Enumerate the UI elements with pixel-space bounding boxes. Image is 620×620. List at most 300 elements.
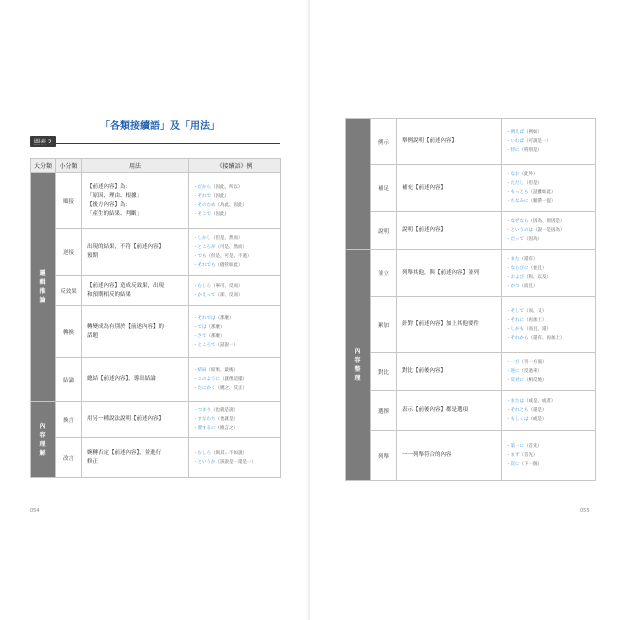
example-word: すなわち xyxy=(197,417,216,422)
example-gloss: （而且、還） xyxy=(524,326,551,332)
example-gloss: （說一是因為） xyxy=(533,228,565,233)
bullet-icon: ・ xyxy=(506,360,511,365)
example-item xyxy=(506,316,591,325)
example-item xyxy=(193,415,276,424)
example-word: ところが xyxy=(197,245,216,250)
examples-cell xyxy=(502,165,596,212)
example-item xyxy=(193,261,276,270)
example-item xyxy=(506,325,591,334)
example-gloss: （還是） xyxy=(528,408,547,413)
table-row xyxy=(346,119,596,165)
usage-line: 對比【前後內容】 xyxy=(402,368,447,374)
minor-category-cell: 順接 xyxy=(56,173,82,229)
example-word: また xyxy=(510,257,520,262)
bullet-icon: ・ xyxy=(193,254,198,259)
example-word: それで xyxy=(197,193,211,199)
bullet-icon: ・ xyxy=(193,292,198,298)
example-gloss: （還有、再加上） xyxy=(528,335,565,341)
major-category-cell xyxy=(31,402,56,478)
example-item xyxy=(506,188,591,197)
example-item xyxy=(193,314,276,323)
example-word: しかし xyxy=(197,236,211,241)
bullet-icon: ・ xyxy=(506,335,511,341)
usage-line: 【前述內容】造成反效果，出現 xyxy=(87,282,165,289)
example-word: というか xyxy=(197,459,216,465)
table-row xyxy=(31,229,281,276)
example-item xyxy=(506,307,591,316)
examples-cell xyxy=(502,391,596,431)
table-row xyxy=(346,212,596,250)
example-word: むしろ xyxy=(197,450,211,456)
usage-line: 「產生的結果、判斷」 xyxy=(87,210,143,217)
bullet-icon: ・ xyxy=(193,386,198,391)
example-item xyxy=(193,424,276,433)
minor-category-cell: 說明 xyxy=(371,212,397,250)
usage-line: 婉轉否定【前述內容】，並進行 xyxy=(87,449,162,456)
example-gloss: （但是） xyxy=(524,181,542,186)
figure-label xyxy=(30,136,56,147)
example-gloss: （也就是） xyxy=(215,417,238,422)
right-connector-table xyxy=(345,118,596,481)
usage-line: 出現的結果，不符【前述內容】 xyxy=(87,244,165,250)
category-char: 容 xyxy=(354,357,362,364)
bullet-icon: ・ xyxy=(506,199,511,204)
usage-line: 和預期相反的結果 xyxy=(87,291,132,298)
major-category-cell xyxy=(31,173,56,402)
example-item xyxy=(193,366,276,375)
minor-category-cell: 對比 xyxy=(371,353,397,391)
usage-line: 用另一種說法說明【前述內容】 xyxy=(87,416,165,422)
header-major-category: 大分類 xyxy=(31,159,56,173)
example-gloss: （話雖如此） xyxy=(528,190,556,195)
bullet-icon: ・ xyxy=(506,237,511,242)
example-gloss: （那麼） xyxy=(206,333,225,339)
bullet-icon: ・ xyxy=(193,245,198,250)
example-gloss: （與其…不如說） xyxy=(211,450,247,456)
example-item xyxy=(193,234,276,243)
example-item xyxy=(193,458,276,467)
example-word: それでも xyxy=(197,263,216,268)
bullet-icon: ・ xyxy=(193,211,198,217)
usage-line: 列舉其他，與【前述內容】並列 xyxy=(402,269,480,276)
minor-category-cell: 換言 xyxy=(56,402,82,438)
bullet-icon: ・ xyxy=(193,459,198,465)
usage-line: 舉例說明【前述內容】 xyxy=(402,138,458,144)
example-word: むしろ xyxy=(197,283,211,289)
example-gloss: （話說一） xyxy=(215,342,238,348)
example-item xyxy=(506,235,591,244)
examples-cell xyxy=(189,276,281,306)
bullet-icon: ・ xyxy=(506,369,511,374)
bullet-icon: ・ xyxy=(506,317,511,323)
bullet-icon: ・ xyxy=(193,315,198,321)
example-word: かえって xyxy=(197,292,216,298)
example-word: および xyxy=(510,275,524,280)
example-word: というのは xyxy=(510,228,533,233)
example-gloss: （順帶一提） xyxy=(528,199,556,204)
example-item xyxy=(506,451,591,460)
bullet-icon: ・ xyxy=(193,377,198,382)
bullet-icon: ・ xyxy=(506,399,511,404)
example-word: 反対に xyxy=(510,378,524,383)
example-word: まず xyxy=(510,453,520,458)
figure-rule xyxy=(30,143,280,144)
category-char: 內 xyxy=(39,422,47,430)
minor-category-cell: 改言 xyxy=(56,438,82,478)
example-item xyxy=(506,146,591,155)
category-char: 解 xyxy=(39,449,47,457)
example-gloss: （為此、因此） xyxy=(215,202,247,208)
example-gloss: （也就是說） xyxy=(211,408,238,413)
example-word: 第一に xyxy=(510,444,524,449)
example-word: 例えば xyxy=(510,130,524,135)
bullet-icon: ・ xyxy=(506,228,511,233)
table-row xyxy=(31,438,281,478)
table-row xyxy=(346,297,596,353)
example-gloss: （可是、然而） xyxy=(215,245,247,250)
usage-cell xyxy=(397,353,502,391)
minor-category-cell: 補足 xyxy=(371,165,397,212)
example-gloss: （但是、可是、不過） xyxy=(206,254,252,259)
bullet-icon: ・ xyxy=(506,275,511,280)
right-page xyxy=(310,0,620,620)
example-word: そのため xyxy=(197,202,216,208)
bullet-icon: ・ xyxy=(193,333,198,339)
example-gloss: （換言之） xyxy=(215,426,238,431)
example-item xyxy=(506,226,591,235)
usage-cell xyxy=(397,297,502,353)
left-connector-table xyxy=(30,158,281,478)
bullet-icon: ・ xyxy=(506,326,511,332)
usage-line: 話題 xyxy=(87,332,99,339)
example-word: それでは xyxy=(197,315,216,321)
major-category-cell xyxy=(346,250,371,481)
example-item xyxy=(506,460,591,469)
bullet-icon: ・ xyxy=(193,263,198,268)
usage-line: 說明【前述內容】 xyxy=(402,227,447,233)
example-item xyxy=(193,282,276,291)
bullet-icon: ・ xyxy=(506,181,511,186)
examples-cell xyxy=(189,173,281,229)
example-word: または xyxy=(510,399,524,404)
bullet-icon: ・ xyxy=(506,219,511,224)
usage-cell xyxy=(82,229,189,276)
header-examples: 《接續語》例 xyxy=(189,159,281,173)
bullet-icon: ・ xyxy=(193,193,198,199)
usage-line: 表示【前後內容】都是選項 xyxy=(402,407,469,413)
example-word: 一方 xyxy=(510,360,520,365)
example-gloss: （和、以及） xyxy=(524,275,551,280)
example-gloss: （另一方面） xyxy=(519,360,547,365)
example-word: それから xyxy=(510,335,529,341)
category-char: 容 xyxy=(39,431,47,439)
usage-cell xyxy=(397,250,502,297)
bullet-icon: ・ xyxy=(506,148,511,153)
example-word: さて xyxy=(197,333,207,339)
example-item xyxy=(506,415,591,424)
example-item xyxy=(193,449,276,458)
example-gloss: （或是） xyxy=(528,417,547,422)
usage-cell xyxy=(82,173,189,229)
example-gloss: （特別是） xyxy=(519,148,542,153)
example-item xyxy=(506,137,591,146)
usage-line: 預期 xyxy=(87,253,99,259)
page-title: 「各類接續語」及「用法」 xyxy=(100,121,220,132)
example-word: でも xyxy=(197,254,207,259)
example-word: 次に xyxy=(510,462,520,467)
usage-line: 「原因、理由、根據」 xyxy=(87,192,143,199)
example-item xyxy=(506,197,591,206)
table-row xyxy=(346,250,596,297)
example-gloss: （而、又） xyxy=(524,308,547,314)
bullet-icon: ・ xyxy=(193,324,198,330)
example-gloss: （此外） xyxy=(519,172,538,177)
category-char: 理 xyxy=(39,440,47,448)
bullet-icon: ・ xyxy=(193,342,198,348)
example-word: つまり xyxy=(197,408,211,413)
table-row xyxy=(31,276,281,306)
examples-cell xyxy=(189,358,281,402)
example-word: かつ xyxy=(510,284,520,289)
category-char: 邏 xyxy=(39,270,47,277)
example-gloss: （因為、原因是） xyxy=(528,219,565,224)
bullet-icon: ・ xyxy=(506,378,511,383)
example-item xyxy=(193,210,276,219)
example-gloss: （再加上） xyxy=(524,317,547,323)
examples-cell xyxy=(502,119,596,165)
example-word: ただし xyxy=(510,181,524,186)
example-gloss: （而且） xyxy=(519,284,538,289)
example-gloss: （因此） xyxy=(211,211,229,217)
bullet-icon: ・ xyxy=(193,450,198,456)
usage-line: 【後方內容】為： xyxy=(87,201,132,208)
usage-cell xyxy=(397,119,502,165)
usage-cell xyxy=(397,165,502,212)
category-char: 內 xyxy=(354,348,362,355)
example-item xyxy=(193,384,276,393)
example-word: ならびに xyxy=(510,266,529,271)
example-word: そこで xyxy=(197,211,211,217)
example-gloss: （總之、反正） xyxy=(215,386,247,391)
example-word: なぜなら xyxy=(510,219,529,224)
page-number-right: 055 xyxy=(580,508,590,514)
bullet-icon: ・ xyxy=(193,408,198,413)
example-gloss: （並且） xyxy=(528,266,547,271)
examples-cell xyxy=(502,353,596,391)
example-item xyxy=(506,179,591,188)
example-word: いわば xyxy=(510,139,524,144)
example-word: このように xyxy=(197,377,220,382)
example-word: しかも xyxy=(510,326,524,332)
example-gloss: （還有） xyxy=(519,257,538,262)
page-number-left: 054 xyxy=(30,508,40,514)
examples-cell xyxy=(189,402,281,438)
usage-cell xyxy=(397,212,502,250)
example-word: だって xyxy=(510,237,524,242)
example-item xyxy=(506,217,591,226)
example-item xyxy=(193,183,276,192)
example-item xyxy=(506,406,591,415)
example-item xyxy=(506,273,591,282)
example-gloss: （就像這樣） xyxy=(220,377,247,382)
category-char: 輯 xyxy=(39,279,47,286)
examples-cell xyxy=(189,438,281,478)
example-item xyxy=(193,375,276,384)
usage-cell xyxy=(82,306,189,358)
examples-cell xyxy=(502,212,596,250)
bullet-icon: ・ xyxy=(506,130,511,135)
example-gloss: （例如） xyxy=(524,130,542,135)
usage-line: 總結【前述內容】，導出結論 xyxy=(87,376,156,382)
table-row xyxy=(346,353,596,391)
bullet-icon: ・ xyxy=(193,236,198,241)
example-gloss: （可說是一） xyxy=(524,139,551,144)
examples-cell xyxy=(502,297,596,353)
example-gloss: （結果、最後） xyxy=(206,368,238,373)
example-gloss: （但是、然而） xyxy=(211,236,243,241)
example-gloss: （寧可、反而） xyxy=(211,283,243,289)
example-item xyxy=(506,334,591,343)
example-word: ところで xyxy=(197,342,216,348)
bullet-icon: ・ xyxy=(193,426,198,431)
example-item xyxy=(193,192,276,201)
minor-category-cell: 結論 xyxy=(56,358,82,402)
table-header-row xyxy=(31,159,281,173)
minor-category-cell: 轉換 xyxy=(56,306,82,358)
usage-line: 【前述內容】為： xyxy=(87,183,132,190)
example-word: 結局 xyxy=(197,368,207,373)
usage-cell xyxy=(82,438,189,478)
example-word: それに xyxy=(510,317,524,323)
usage-cell xyxy=(82,358,189,402)
example-gloss: （儘管如此） xyxy=(215,263,243,268)
example-word: もっとも xyxy=(510,190,529,195)
minor-category-cell: 累加 xyxy=(371,297,397,353)
bullet-icon: ・ xyxy=(506,408,511,413)
bullet-icon: ・ xyxy=(506,266,511,271)
usage-line: 一一列舉符合的內容 xyxy=(402,452,452,458)
example-item xyxy=(506,264,591,273)
usage-cell xyxy=(82,402,189,438)
example-item xyxy=(506,442,591,451)
usage-cell xyxy=(82,276,189,306)
table-row xyxy=(31,402,281,438)
example-gloss: （卻、反而） xyxy=(215,292,243,298)
table-row xyxy=(346,391,596,431)
bullet-icon: ・ xyxy=(506,308,511,314)
example-word: たにかく xyxy=(197,386,216,391)
major-category-cell xyxy=(346,119,371,250)
bullet-icon: ・ xyxy=(193,184,198,190)
example-item xyxy=(506,367,591,376)
example-word: ちなみに xyxy=(510,199,529,204)
example-item xyxy=(506,282,591,291)
category-char: 理 xyxy=(354,375,362,382)
examples-cell xyxy=(502,431,596,481)
example-item xyxy=(193,323,276,332)
example-item xyxy=(506,397,591,406)
examples-cell xyxy=(502,250,596,297)
table-row xyxy=(346,165,596,212)
bullet-icon: ・ xyxy=(193,283,198,289)
example-item xyxy=(506,170,591,179)
category-char: 論 xyxy=(39,297,47,304)
example-gloss: （反過來） xyxy=(519,369,542,374)
example-item xyxy=(193,201,276,210)
usage-line: 針對【前述內容】加上其他要件 xyxy=(402,321,480,327)
bullet-icon: ・ xyxy=(506,417,511,422)
example-gloss: （或是、或者） xyxy=(524,399,556,404)
example-gloss: （相反地） xyxy=(524,378,547,383)
bullet-icon: ・ xyxy=(506,257,511,262)
bullet-icon: ・ xyxy=(506,462,511,467)
example-item xyxy=(506,128,591,137)
examples-cell xyxy=(189,306,281,358)
minor-category-cell: 列舉 xyxy=(371,431,397,481)
category-char: 整 xyxy=(354,366,362,373)
example-gloss: （那麼） xyxy=(215,315,234,321)
usage-line: 補充【前述內容】 xyxy=(402,184,447,191)
example-gloss: （首先） xyxy=(519,453,538,458)
bullet-icon: ・ xyxy=(506,139,511,144)
example-word: もしくは xyxy=(510,417,529,422)
example-gloss: （該說是一還是一） xyxy=(215,459,256,465)
example-gloss: （因為） xyxy=(524,237,542,242)
usage-line: 修正 xyxy=(87,458,99,465)
example-item xyxy=(506,255,591,264)
category-char: 推 xyxy=(39,288,47,295)
example-item xyxy=(193,341,276,350)
usage-cell xyxy=(397,391,502,431)
bullet-icon: ・ xyxy=(506,284,511,289)
examples-cell xyxy=(189,229,281,276)
table-row xyxy=(31,173,281,229)
example-item xyxy=(193,406,276,415)
example-word: それとも xyxy=(510,408,529,413)
table-row xyxy=(31,358,281,402)
bullet-icon: ・ xyxy=(193,417,198,422)
header-usage: 用法 xyxy=(82,159,189,173)
bullet-icon: ・ xyxy=(506,453,511,458)
example-word: 逆に xyxy=(510,369,520,374)
table-row xyxy=(31,306,281,358)
example-item xyxy=(193,252,276,261)
example-item xyxy=(193,332,276,341)
example-item xyxy=(506,358,591,367)
table-row xyxy=(346,431,596,481)
bullet-icon: ・ xyxy=(506,444,511,449)
example-word: なお xyxy=(510,172,520,177)
minor-category-cell: 選擇 xyxy=(371,391,397,431)
minor-category-cell: 並立 xyxy=(371,250,397,297)
example-gloss: （因此） xyxy=(211,193,229,199)
usage-cell xyxy=(397,431,502,481)
example-word: そして xyxy=(510,308,524,314)
example-word: では xyxy=(197,324,207,330)
example-item xyxy=(193,291,276,300)
example-gloss: （首先） xyxy=(524,444,542,449)
minor-category-cell: 逆接 xyxy=(56,229,82,276)
example-gloss: （因此、所以） xyxy=(211,184,243,190)
bullet-icon: ・ xyxy=(193,368,198,373)
example-item xyxy=(193,243,276,252)
minor-category-cell: 反效果 xyxy=(56,276,82,306)
example-gloss: （那麼） xyxy=(206,324,225,330)
bullet-icon: ・ xyxy=(193,202,198,208)
example-gloss: （下一個） xyxy=(519,462,542,467)
example-word: 特に xyxy=(510,148,520,153)
bullet-icon: ・ xyxy=(506,172,511,177)
